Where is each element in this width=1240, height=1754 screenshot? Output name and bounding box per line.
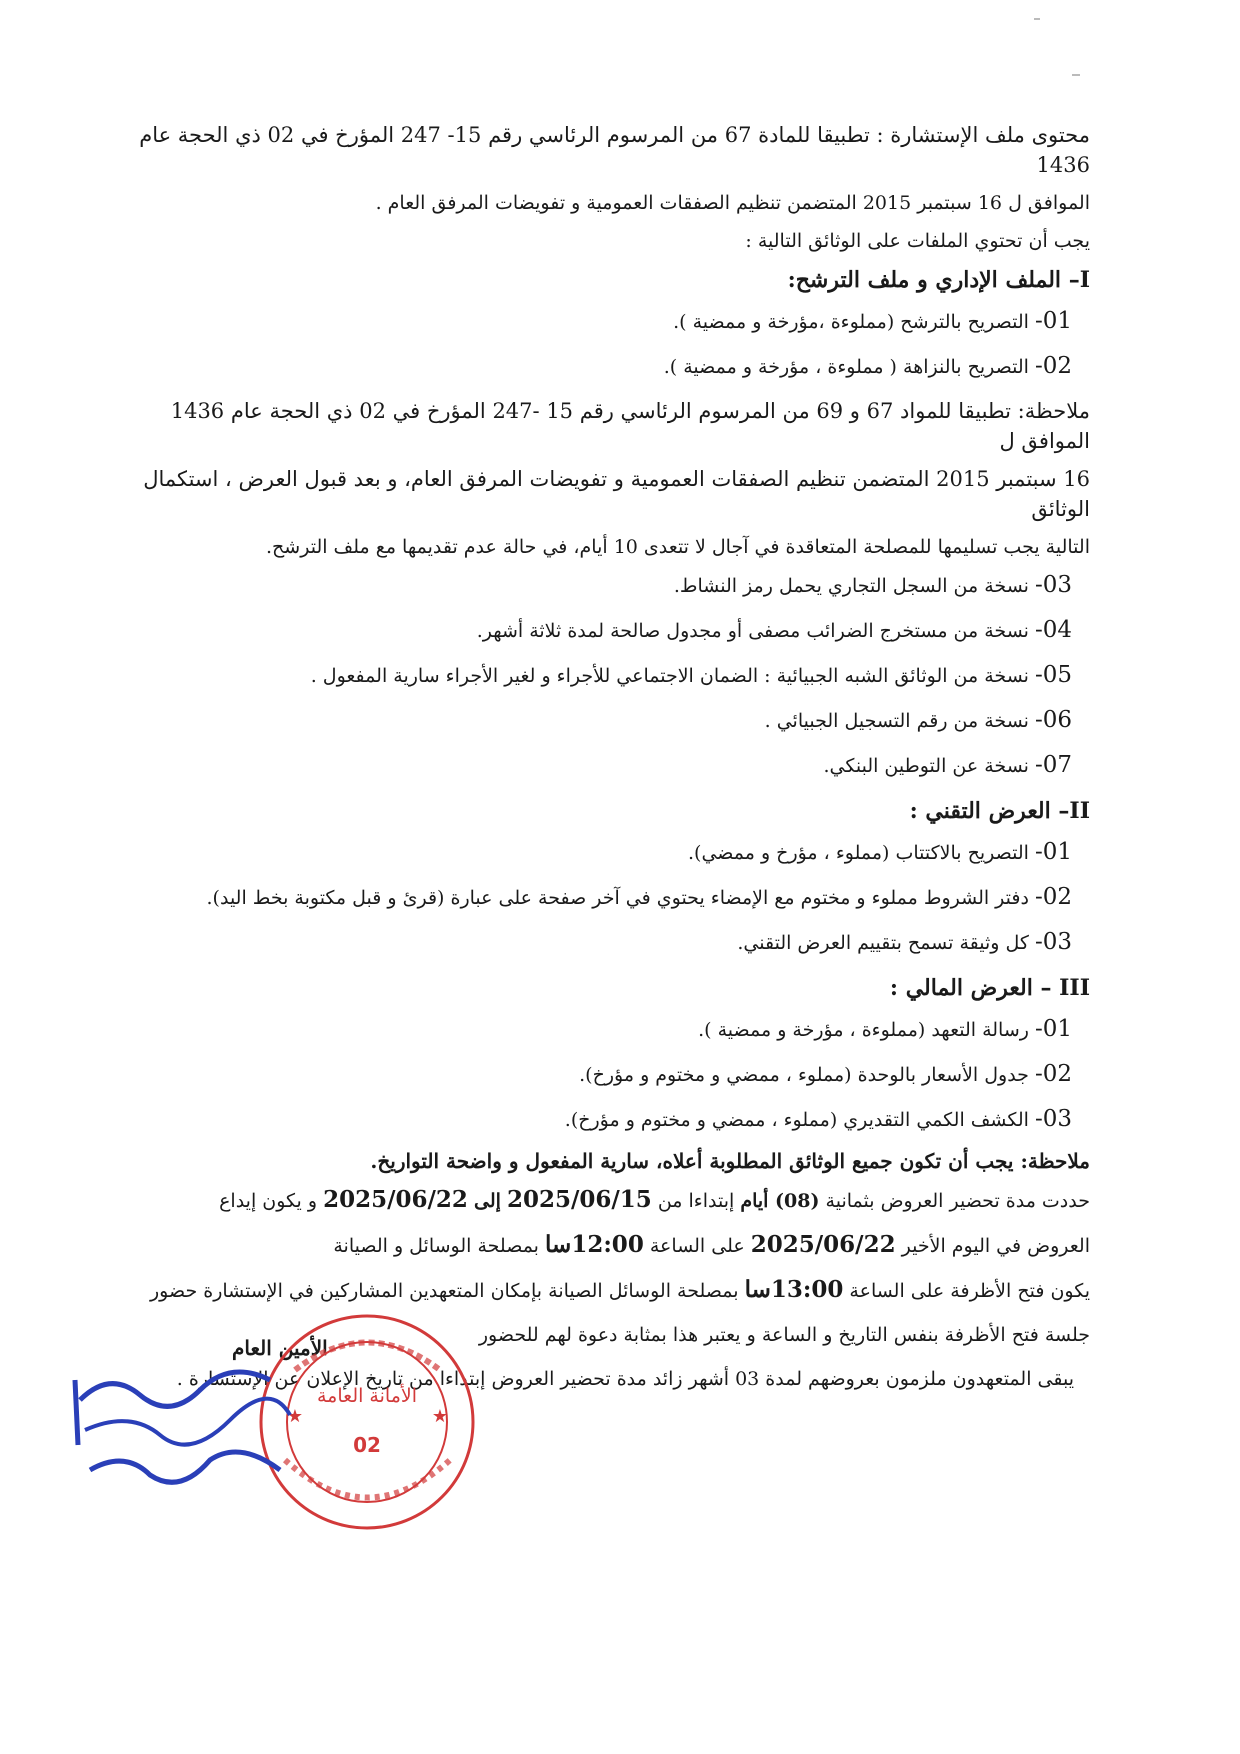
stamp-star-icon: ★	[286, 1406, 304, 1427]
list-item: 07-نسخة عن التوطين البنكي.	[823, 752, 1072, 778]
document-body	[130, 120, 1090, 1406]
stamp-ring-text	[285, 1460, 450, 1498]
deadline-paragraph-3: يكون فتح الأظرفة على الساعة 13:00سا بمصلحة الوسائل الصيانة بإمكان المتعهدين المشاركين في الإستشارة حضور	[150, 1276, 1090, 1303]
section-financial-title: III – العرض المالي :	[889, 975, 1090, 1001]
list-item: 01-التصريح بالاكتتاب (مملوء ، مؤرخ و ممضي).	[688, 839, 1072, 865]
scan-mark	[1072, 74, 1080, 76]
list-item: 03-نسخة من السجل التجاري يحمل رمز النشاط.	[673, 572, 1072, 598]
deposit-time: 12:00سا	[545, 1231, 644, 1258]
list-item: 02-دفتر الشروط مملوء و مختوم مع الإمضاء يحتوي في آخر صفحة على عبارة (قرئ و قبل مكتوبة بخط اليد).	[206, 884, 1072, 910]
intro-line-2: الموافق ل 16 سبتمبر 2015 المتضمن تنظيم الصفقات العمومية و تفويضات المرفق العام .	[375, 192, 1090, 214]
stamp-star-icon: ★	[431, 1406, 449, 1427]
scan-mark	[1034, 18, 1040, 20]
signatory-title: الأمين العام	[232, 1336, 328, 1360]
list-item: 02-التصريح بالنزاهة ( مملوءة ، مؤرخة و ممضية ).	[663, 353, 1072, 379]
signature-stroke	[75, 1380, 78, 1445]
list-item: 03-كل وثيقة تسمح بتقييم العرض التقني.	[737, 929, 1072, 955]
handwritten-signature	[70, 1360, 300, 1510]
note-line-3: التالية يجب تسليمها للمصلحة المتعاقدة في آجال لا تتعدى 10 أيام، في حالة عدم تقديمها مع ملف الترشح.	[266, 536, 1090, 558]
deadline-paragraph-4: جلسة فتح الأظرفة بنفس التاريخ و الساعة و يعتبر هذا بمثابة دعوة لهم للحضور	[478, 1324, 1090, 1346]
list-item: 01-رسالة التعهد (مملوءة ، مؤرخة و ممضية ).	[698, 1016, 1072, 1042]
list-item: 04-نسخة من مستخرج الضرائب مصفى أو مجدول صالحة لمدة ثلاثة أشهر.	[476, 617, 1072, 643]
deposit-date: 2025/06/22	[750, 1231, 896, 1258]
note-line-2: 16 سبتمبر 2015 المتضمن تنظيم الصفقات العمومية و تفويضات المرفق العام، و بعد قبول العرض ، استكمال الوثائق	[143, 467, 1090, 521]
final-note: ملاحظة: يجب أن تكون جميع الوثائق المطلوبة أعلاه، سارية المفعول و واضحة التواريخ.	[370, 1149, 1090, 1173]
signature-stroke	[85, 1399, 290, 1445]
signature-stroke	[90, 1452, 280, 1482]
deadline-paragraph-5: يبقى المتعهدون ملزمون بعروضهم لمدة 03 أشهر زائد مدة تحضير العروض إبتداءا من تاريخ الإعلان عن الإستشارة .	[176, 1368, 1074, 1390]
stamp-text: الأمانة العامة	[317, 1385, 417, 1407]
section-technical-title: II– العرض التقني :	[909, 798, 1090, 824]
note-line-1: ملاحظة: تطبيقا للمواد 67 و 69 من المرسوم الرئاسي رقم 15 -247 المؤرخ في 02 ذي الحجة عام 1436 الموافق ل	[170, 399, 1090, 453]
stamp-number: 02	[353, 1433, 381, 1457]
deadline-paragraph-1: حددت مدة تحضير العروض بثمانية (08) أيام إبتداءا من 2025/06/15 إلى 2025/06/22 و يكون إيداع	[219, 1186, 1090, 1213]
list-item: 01-التصريح بالترشح (مملوءة ،مؤرخة و ممضية ).	[673, 308, 1072, 334]
intro-line-3: يجب أن تحتوي الملفات على الوثائق التالية :	[745, 230, 1090, 252]
end-date: 2025/06/22	[323, 1186, 468, 1213]
list-item: 05-نسخة من الوثائق الشبه الجبيائية : الضمان الاجتماعي للأجراء و لغير الأجراء سارية المفعول .	[310, 662, 1072, 688]
intro-line-1: محتوى ملف الإستشارة : تطبيقا للمادة 67 من المرسوم الرئاسي رقم 15- 247 المؤرخ في 02 ذي الحجة عام 1436	[139, 123, 1090, 177]
list-item: 02-جدول الأسعار بالوحدة (مملوء ، ممضي و مختوم و مؤرخ).	[579, 1061, 1072, 1087]
open-time: 13:00سا	[744, 1276, 844, 1303]
stamp-ring-text	[295, 1343, 440, 1371]
signature-stroke	[80, 1372, 270, 1406]
start-date: 2025/06/15	[506, 1186, 652, 1213]
list-item: 06-نسخة من رقم التسجيل الجبيائي .	[764, 707, 1072, 733]
list-item: 03-الكشف الكمي التقديري (مملوء ، ممضي و مختوم و مؤرخ).	[564, 1106, 1072, 1132]
section-admin-title: I– الملف الإداري و ملف الترشح:	[787, 267, 1090, 293]
deadline-paragraph-2: العروض في اليوم الأخير 2025/06/22 على الساعة 12:00سا بمصلحة الوسائل و الصيانة	[333, 1231, 1090, 1258]
